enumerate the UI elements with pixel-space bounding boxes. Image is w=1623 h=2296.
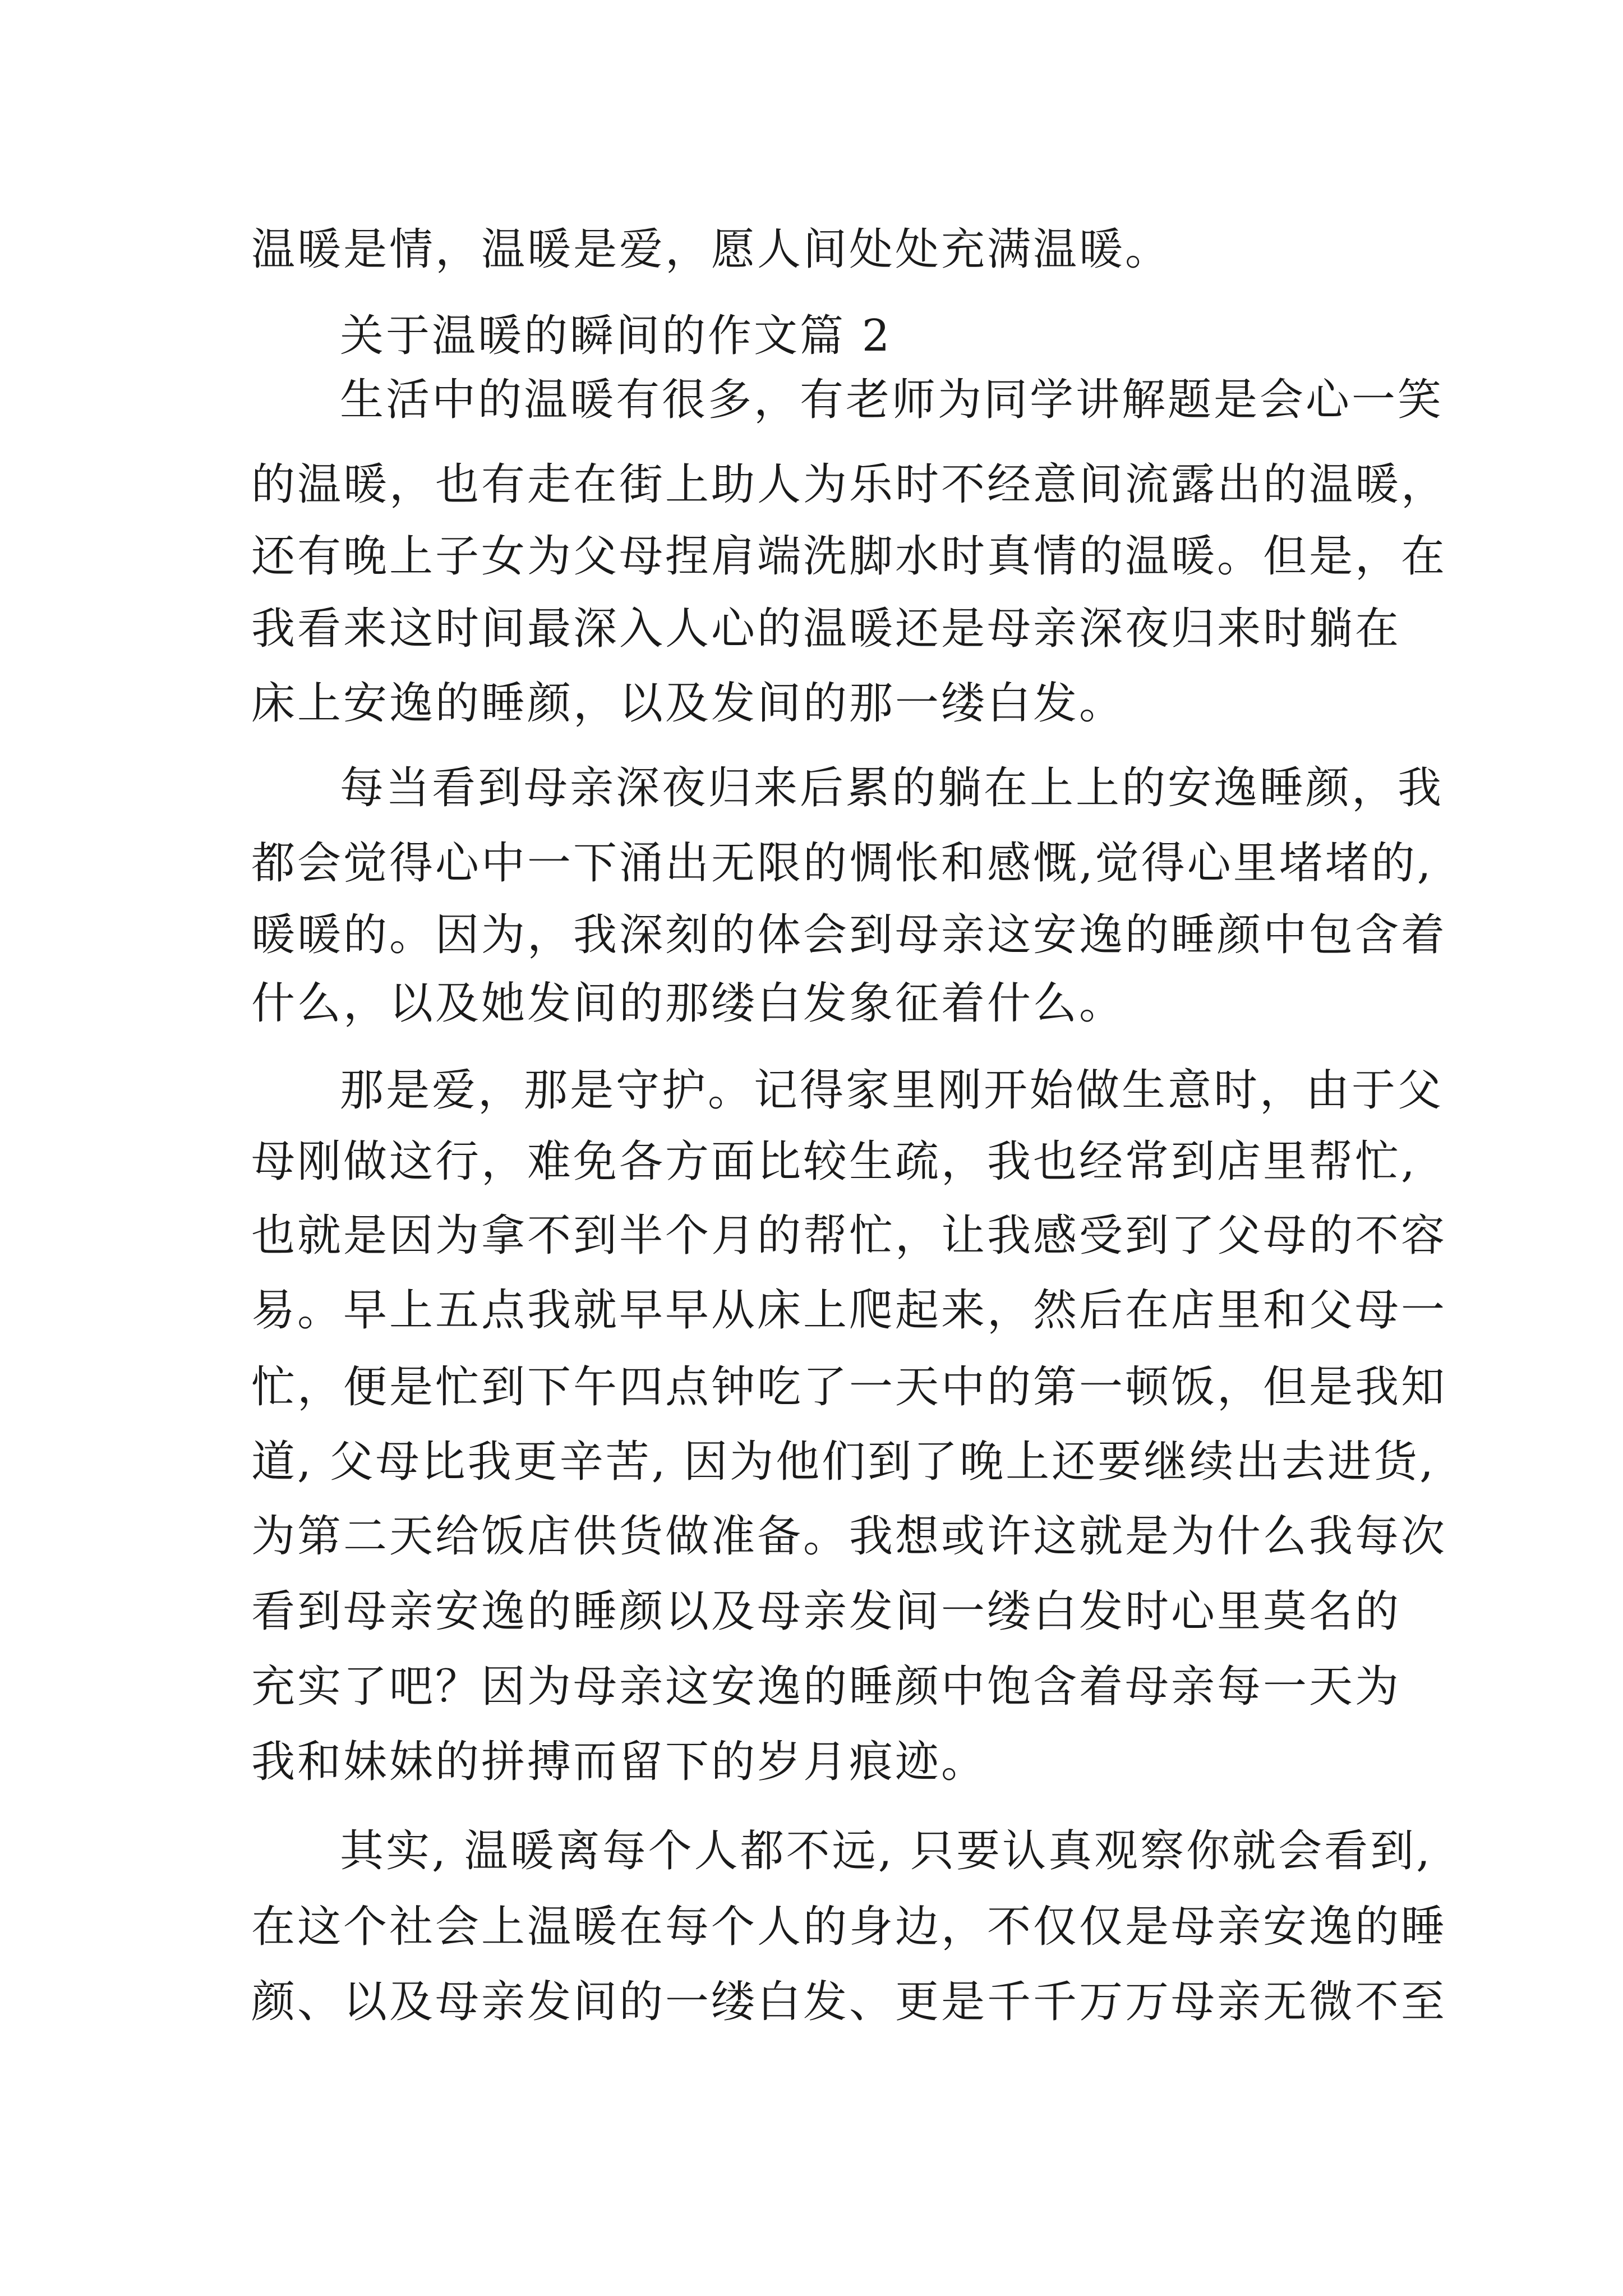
- text-line-23: 在这个社会上温暖在每个人的身边，不仅仅是母亲安逸的睡: [251, 1902, 1447, 1952]
- text-line-13: 母刚做这行，难免各方面比较生疏，我也经常到店里帮忙,: [251, 1137, 1417, 1187]
- text-line-7: 床上安逸的睡颜，以及发间的那一缕白发。: [251, 678, 1126, 729]
- text-line-10: 暖暖的。因为，我深刻的体会到母亲这安逸的睡颜中包含着: [251, 910, 1447, 960]
- text-line-8: 每当看到母亲深夜归来后累的躺在上上的安逸睡颜，我: [340, 763, 1444, 813]
- text-line-15: 易。早上五点我就早早从床上爬起来，然后在店里和父母一: [251, 1285, 1447, 1336]
- text-line-4: 的温暖，也有走在街上助人为乐时不经意间流露出的温暖，: [251, 459, 1447, 510]
- text-line-19: 看到母亲安逸的睡颜以及母亲发间一缕白发时心里莫名的: [251, 1586, 1401, 1637]
- text-line-5: 还有晚上子女为父母捏肩端洗脚水时真情的温暖。但是，在: [251, 531, 1447, 582]
- text-line-24: 颜、以及母亲发间的一缕白发、更是千千万万母亲无微不至: [251, 1977, 1447, 2027]
- text-line-18: 为第二天给饭店供货做准备。我想或许这就是为什么我每次: [251, 1511, 1447, 1562]
- text-line-17: 道, 父母比我更辛苦, 因为他们到了晚上还要继续出去进货,: [251, 1437, 1436, 1487]
- text-line-14: 也就是因为拿不到半个月的帮忙，让我感受到了父母的不容: [251, 1211, 1447, 1261]
- text-line-6: 我看来这时间最深入人心的温暖还是母亲深夜归来时躺在: [251, 604, 1401, 654]
- text-line-21: 我和妹妹的拼搏而留下的岁月痕迹。: [251, 1737, 988, 1787]
- text-line-1: 温暖是情，温暖是爱，愿人间处处充满温暖。: [251, 224, 1172, 275]
- text-line-9: 都会觉得心中一下涌出无限的惆怅和感慨,觉得心里堵堵的,: [251, 838, 1433, 889]
- text-line-16: 忙，便是忙到下午四点钟吃了一天中的第一顿饭，但是我知: [251, 1362, 1447, 1412]
- text-line-20: 充实了吧？因为母亲这安逸的睡颜中饱含着母亲每一天为: [251, 1662, 1401, 1712]
- text-line-12: 那是爱，那是守护。记得家里刚开始做生意时，由于父: [340, 1065, 1444, 1116]
- section-heading: 关于温暖的瞬间的作文篇 2: [340, 311, 892, 361]
- text-line-22: 其实, 温暖离每个人都不远, 只要认真观察你就会看到,: [340, 1826, 1432, 1876]
- text-line-3: 生活中的温暖有很多，有老师为同学讲解题是会心一笑: [340, 375, 1444, 425]
- text-line-11: 什么，以及她发间的那缕白发象征着什么。: [251, 978, 1126, 1029]
